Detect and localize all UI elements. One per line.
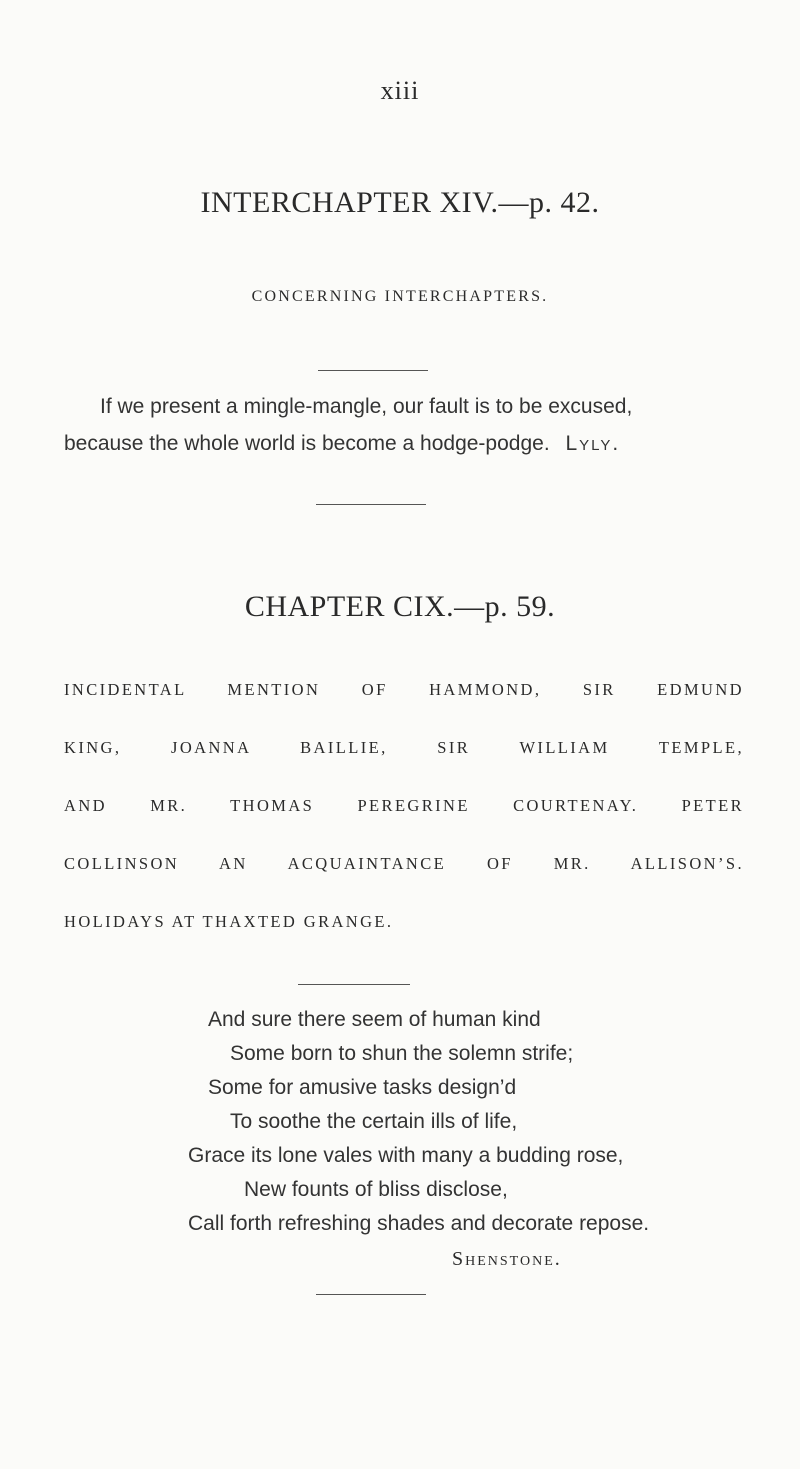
interchapter-heading: INTERCHAPTER XIV.—p. 42. <box>200 186 600 219</box>
poem-line-6: New founts of bliss disclose, <box>244 1178 508 1201</box>
interchapter-subtitle: CONCERNING INTERCHAPTERS. <box>251 288 549 305</box>
synopsis-line-3: AND MR. THOMAS PEREGRINE COURTENAY. PETER <box>64 796 744 815</box>
poem-line-3: Some for amusive tasks design’d <box>208 1076 517 1099</box>
divider-rule <box>316 1294 426 1295</box>
synopsis-line-2: KING, JOANNA BAILLIE, SIR WILLIAM TEMPLE, <box>64 738 744 757</box>
chapter-heading: CHAPTER CIX.—p. 59. <box>244 590 556 623</box>
poem-line-7: Call forth refreshing shades and decorate repose. <box>188 1212 650 1235</box>
divider-rule <box>316 504 426 505</box>
synopsis-line-1: INCIDENTAL MENTION OF HAMMOND, SIR EDMUND <box>64 680 744 699</box>
poem-line-4: To soothe the certain ills of life, <box>230 1110 518 1133</box>
poem-line-2: Some born to shun the solemn strife; <box>230 1042 574 1065</box>
epigraph-line-2 <box>64 432 620 456</box>
poem-line-5: Grace its lone vales with many a budding rose, <box>188 1144 624 1167</box>
synopsis-line-5: HOLIDAYS AT THAXTED GRANGE. <box>64 912 394 931</box>
synopsis-line-4: COLLINSON AN ACQUAINTANCE OF MR. ALLISON’S. <box>64 854 744 873</box>
epigraph-line-1: If we present a mingle-mangle, our fault is to be excused, <box>100 395 633 418</box>
poem-line-1: And sure there seem of human kind <box>208 1008 541 1031</box>
epigraph-text: because the whole world is become a hodge-podge. <box>64 432 550 455</box>
divider-rule <box>298 984 410 985</box>
epigraph-author: Lyly. <box>565 432 621 455</box>
page-number: xiii <box>380 76 420 105</box>
poem-author: Shenstone. <box>452 1248 562 1270</box>
divider-rule <box>318 370 428 371</box>
